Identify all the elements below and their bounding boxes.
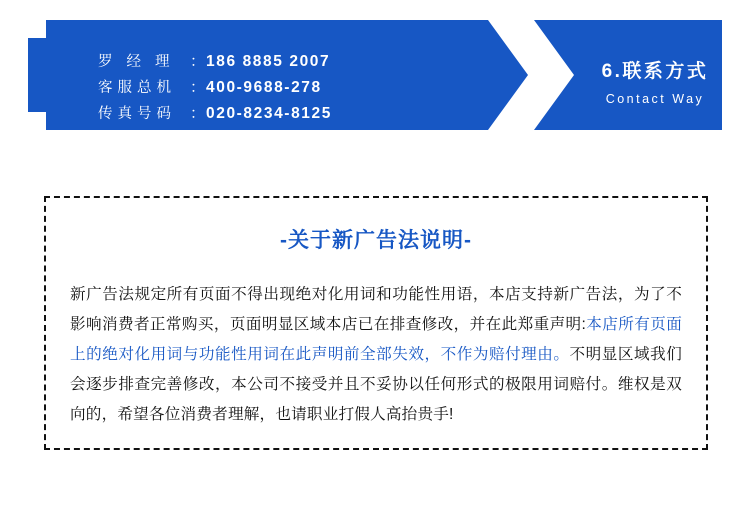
contact-line-fax [98,102,332,128]
header-notch-bottom-left [28,112,46,130]
contact-value-hotline-number: 400-9688-278 [206,79,322,96]
notice-paragraph-part1: 新广告法规定所有页面不得出现绝对化用词和功能性用语，本店支持新广告法，为了不影响消费者正常购买，页面明显区域本店已在排查修改，并在此郑重声明: [70,286,682,333]
contact-header-banner [28,20,722,130]
contact-colon-fax: ： [190,105,207,122]
contact-label-manager: 罗 经 理 [98,54,175,70]
contact-line-hotline [98,76,332,102]
notice-paragraph-part2: 不明显区域我们会逐步排查完善修改，本公司不接受并且不妥协以任何形式的极限用词赔付。维权是双向的，希望各位消费者理解，也请职业打假人高抬贵手! [70,346,683,423]
contact-colon-hotline: ： [190,79,207,96]
section-title-block [580,56,730,106]
advertising-law-notice-box [44,196,708,450]
notice-body [70,280,682,430]
header-notch-top-left [28,20,46,38]
contact-value-manager-phone: 186 8885 2007 [206,53,331,70]
contact-label-fax: 传真号码 [98,106,176,122]
section-title-english: Contact Way [605,92,705,106]
contact-line-manager [98,50,332,76]
notice-paragraph-highlight: 本店所有页面上的绝对化用词与功能性用词在此声明前全部失效，不作为赔付理由。 [70,316,682,363]
contact-colon-manager: ： [190,53,207,70]
contact-label-hotline: 客服总机 [98,80,176,96]
section-title-chinese: 6.联系方式 [601,61,709,82]
contact-info-list [98,50,332,128]
contact-value-fax-number: 020-8234-8125 [206,105,332,122]
notice-title: -关于新广告法说明- [280,229,472,252]
